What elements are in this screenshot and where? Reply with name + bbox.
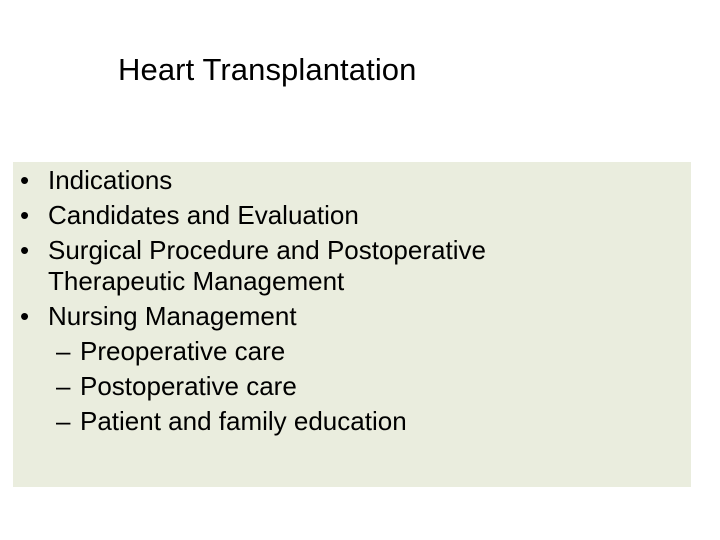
sub-item-patient-family-education (20, 404, 660, 439)
bullet-item-indications (20, 163, 660, 198)
bullet-marker: • (20, 301, 30, 331)
bullet-marker: • (20, 200, 30, 230)
sub-marker: – (56, 371, 71, 401)
bullet-item-nursing-management (20, 299, 660, 334)
bullet-text-line-2: Therapeutic Management (48, 266, 345, 296)
sub-marker: – (56, 336, 71, 366)
bullet-text-line-1: Surgical Procedure and Postoperative (48, 235, 486, 265)
bullet-text: Indications (48, 165, 173, 195)
sub-item-text: Postoperative care (80, 371, 297, 401)
sub-item-preoperative (20, 334, 660, 369)
slide-title: Heart Transplantation (118, 52, 417, 87)
sub-item-text: Preoperative care (80, 336, 286, 366)
sub-item-postoperative (20, 369, 660, 404)
bullet-text: Nursing Management (48, 301, 297, 331)
bullet-item-surgical-procedure (20, 233, 660, 299)
bullet-item-candidates (20, 198, 660, 233)
sub-marker: – (56, 406, 71, 436)
bullet-text: Candidates and Evaluation (48, 200, 359, 230)
bullet-marker: • (20, 165, 30, 195)
bullet-marker: • (20, 235, 30, 265)
bullet-list (20, 163, 660, 439)
sub-item-text: Patient and family education (80, 406, 407, 436)
